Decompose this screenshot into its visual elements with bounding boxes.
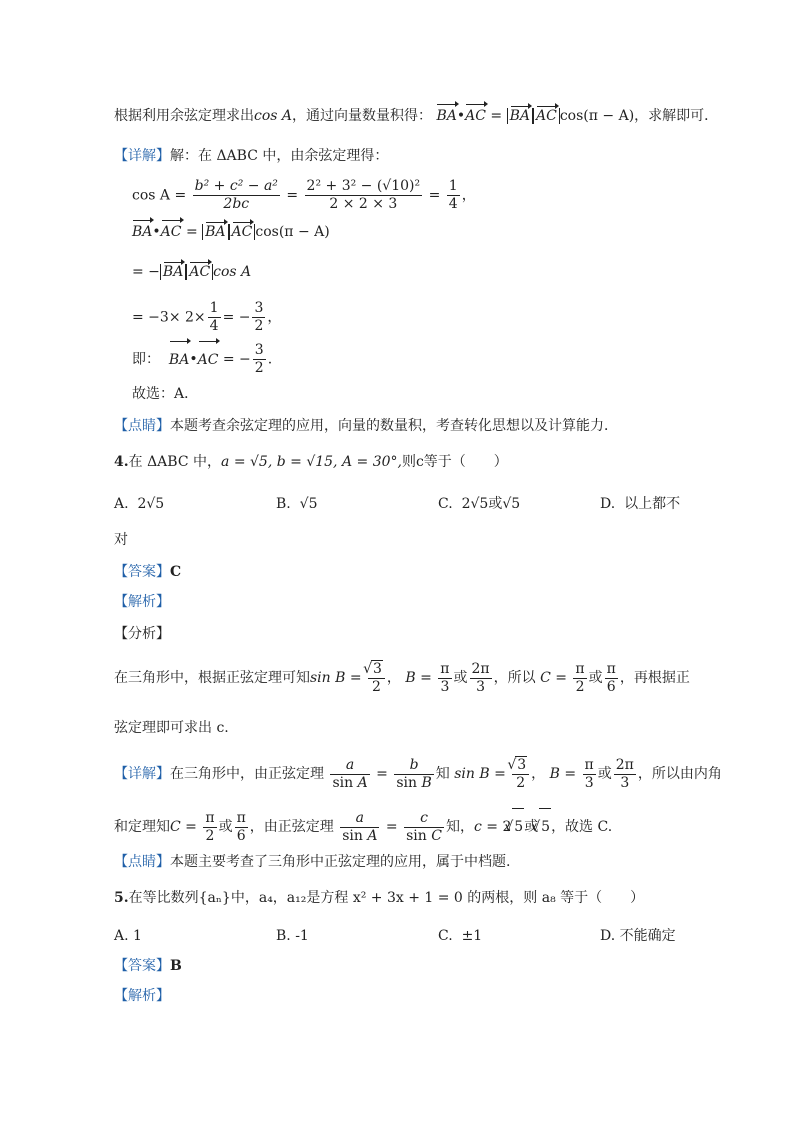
- q4-stem: 4.在 ΔABC 中，a = √5, b = √15, A = 30°,则c等于（ ）: [114, 454, 508, 470]
- q4-analysis-tag: 【解析】: [114, 594, 170, 610]
- detail-tag: 【详解】: [114, 148, 170, 164]
- q3-review: 【点睛】本题考查余弦定理的应用，向量的数量积，考查转化思想以及计算能力．: [114, 418, 618, 434]
- q4-detail-line: 【详解】在三角形中，由正弦定理 $\frac{a}{\text{sin A}}$ = $\frac{b}{\text{sin B}}$ 知 sin B = √ $\frac{3}{2}$ ， B = $\frac{\pi}{3}$ 或 $\frac{2\pi}{3}$ ，所以由内角: [114, 756, 722, 792]
- q4-option-c: C. 2√5或√5: [438, 496, 521, 512]
- q4-review: 【点睛】本题主要考查了三角形中正弦定理的应用，属于中档题.: [114, 854, 511, 870]
- q4-fenxi-line: 在三角形中，根据正弦定理可知sin B = √ $\frac{3}{2}$ ， B = $\frac{\pi}{3}$ 或 $\frac{2\pi}{3}$ ，所以 C = $\frac{\pi}{2}$ 或 $\frac{\pi}{6}$ ，再根据正: [114, 660, 690, 696]
- q4-detail-line-2: 和定理知C = $\frac{\pi}{2}$ 或 $\frac{\pi}{6}$ ，由正弦定理 $\frac{a}{\text{sin A}}$ = $\frac{c}{\text{sin C}}$ 知，c = 2√ 5或√ 5，故选 C.: [114, 808, 612, 845]
- detail-text: 解：在 ΔABC 中，由余弦定理得：: [170, 148, 389, 164]
- intro-cosA: cos A: [254, 108, 293, 124]
- q3-step4: = −3× 2× $\frac{1}{4}$ = − $\frac{3}{2}$ ，: [132, 300, 282, 334]
- q5-option-a: A. 1: [114, 928, 142, 944]
- review-tag: 【点睛】: [114, 418, 170, 434]
- q4-fenxi-tag: 【分析】: [114, 626, 170, 642]
- q3-cos-formula: cos A = $\frac{\text{b² + c² − a²}}{2bc}$ = $\frac{\text{2² + 3² − (√10)²}}{2 \times 2 \times 3}$ = $\frac{1}{4}$ ，: [132, 178, 476, 212]
- q3-step2: BA•AC = BA AC cos(π − A): [132, 224, 330, 240]
- q5-analysis-tag: 【解析】: [114, 988, 170, 1004]
- q3-result: 即： BA•AC = − $\frac{3}{2}$ .: [132, 342, 273, 376]
- q4-option-a: A. 2√5: [114, 496, 165, 512]
- q4-fenxi-line-2: 弦定理即可求出 c.: [114, 720, 229, 736]
- q4-answer: 【答案】C: [114, 564, 182, 580]
- q4-option-d-cont: 对: [114, 532, 128, 548]
- intro-text-3: ，求解即可．: [634, 108, 719, 124]
- intro-formula: BA•AC = BA AC cos(π − A): [436, 108, 635, 124]
- intro-text-2: ，通过向量数量积得：: [292, 108, 433, 124]
- q4-option-b: B. √5: [276, 496, 318, 512]
- q5-option-c: C. ±1: [438, 928, 483, 944]
- q5-option-b: B. -1: [276, 928, 309, 944]
- q3-step3: = − BA AC cos A: [132, 264, 252, 280]
- q3-choice: 故选：A．: [132, 386, 199, 402]
- q3-detail-line: [114, 146, 388, 166]
- q4-option-d: D. 以上都不: [600, 496, 681, 512]
- q5-stem: 5.在等比数列{aₙ}中，a₄，a₁₂是方程 x² + 3x + 1 = 0 的两根，则 a₈ 等于（ ）: [114, 890, 645, 906]
- q5-answer: 【答案】B: [114, 958, 182, 974]
- intro-text: 根据利用余弦定理求出: [114, 108, 254, 124]
- intro-line: [114, 106, 718, 126]
- q5-option-d: D. 不能确定: [600, 928, 676, 944]
